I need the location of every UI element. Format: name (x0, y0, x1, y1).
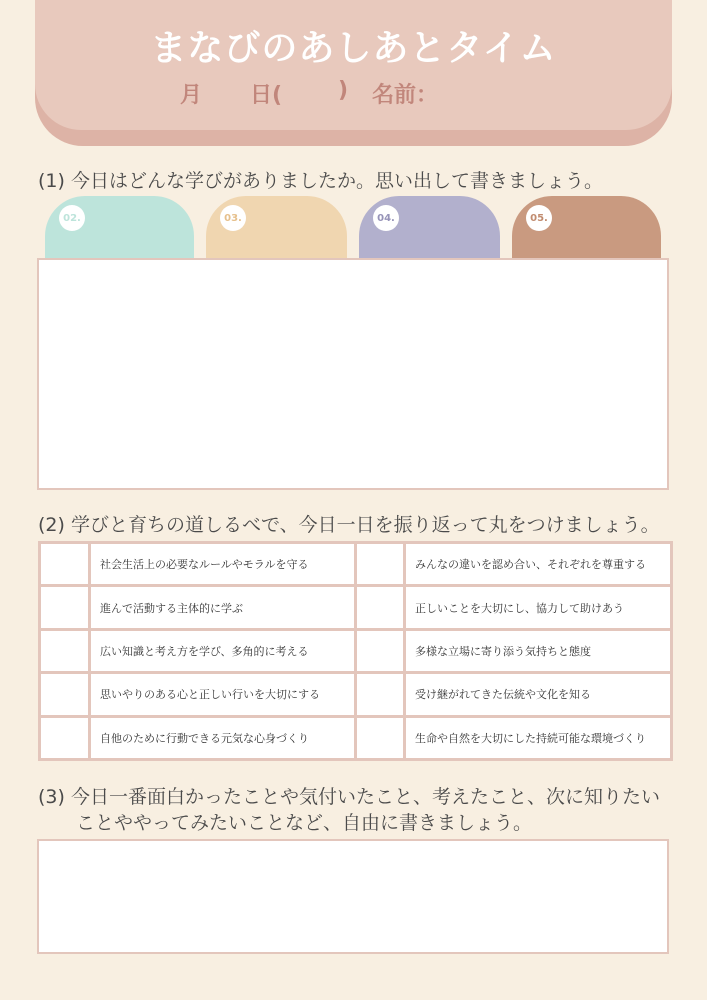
check-cell[interactable] (356, 586, 405, 629)
check-cell[interactable] (356, 629, 405, 672)
section1-heading: (1) 今日はどんな学びがありましたか。思い出して書きましょう。 (38, 170, 603, 192)
criterion-left: 広い知識と考え方を学び、多角的に考える (90, 629, 356, 672)
check-cell[interactable] (356, 716, 405, 759)
criterion-right: 受け継がれてきた伝統や文化を知る (405, 673, 672, 716)
month-label: 月 (180, 83, 203, 108)
check-cell[interactable] (40, 543, 90, 586)
criterion-left: 進んで活動する主体的に学ぶ (90, 586, 356, 629)
check-cell[interactable] (40, 673, 90, 716)
table-row (40, 716, 672, 759)
check-cell[interactable] (356, 543, 405, 586)
tab-05 (512, 196, 661, 260)
name-label: 名前： (372, 83, 439, 108)
table-row (40, 673, 672, 716)
table-row (40, 629, 672, 672)
tab-number-badge: 03. (220, 205, 246, 231)
criterion-left: 思いやりのある心と正しい行いを大切にする (90, 673, 356, 716)
tab-03 (206, 196, 347, 260)
check-cell[interactable] (40, 629, 90, 672)
tab-number-badge: 04. (373, 205, 399, 231)
check-cell[interactable] (40, 716, 90, 759)
check-cell[interactable] (356, 673, 405, 716)
criterion-right: みんなの違いを認め合い、それぞれを尊重する (405, 543, 672, 586)
section3-heading-line2: ことややってみたいことなど、自由に書きましょう。 (76, 812, 533, 834)
reflection-checklist (38, 541, 673, 761)
tab-04 (359, 196, 500, 260)
page-title: まなびのあしあとタイム (150, 28, 557, 69)
section2-heading: (2) 学びと育ちの道しるべで、今日一日を振り返って丸をつけましょう。 (38, 514, 660, 536)
criterion-left: 自他のために行動できる元気な心身づくり (90, 716, 356, 759)
free-write-area[interactable] (37, 839, 669, 954)
table-row (40, 543, 672, 586)
tab-number-badge: 02. (59, 205, 85, 231)
section3-heading-line1: (3) 今日一番面白かったことや気付いたこと、考えたこと、次に知りたい (38, 786, 660, 808)
table-row (40, 586, 672, 629)
tab-number-badge: 05. (526, 205, 552, 231)
criterion-right: 正しいことを大切にし、協力して助けあう (405, 586, 672, 629)
criterion-left: 社会生活上の必要なルールやモラルを守る (90, 543, 356, 586)
tab-02 (45, 196, 194, 260)
criterion-right: 生命や自然を大切にした持続可能な環境づくり (405, 716, 672, 759)
learning-write-area[interactable] (37, 258, 669, 490)
criterion-right: 多様な立場に寄り添う気持ちと態度 (405, 629, 672, 672)
close-paren: ) (338, 78, 349, 103)
day-label: 日( (250, 83, 283, 108)
check-cell[interactable] (40, 586, 90, 629)
